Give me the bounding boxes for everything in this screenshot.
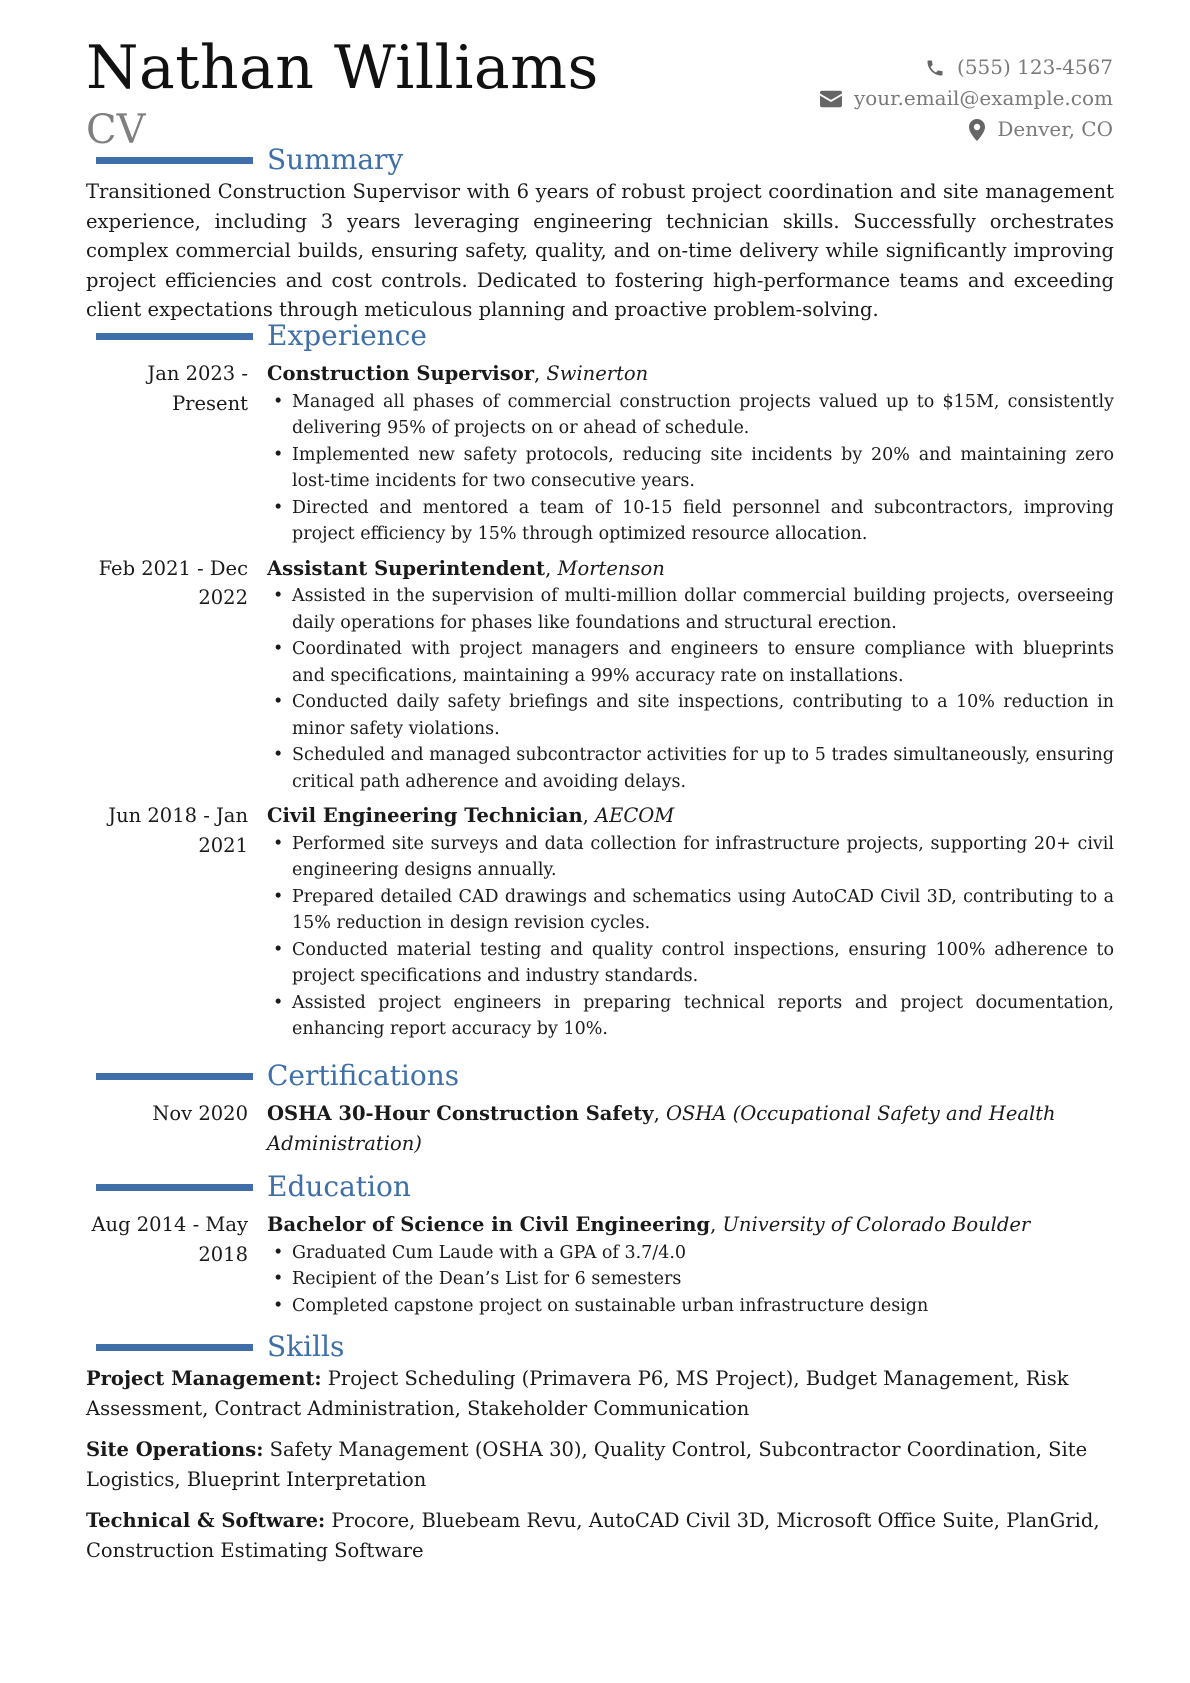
entry-date: Feb 2021 - Dec 2022 [98,556,248,609]
education-entry [86,1210,1114,1319]
section-accent-bar [96,333,253,340]
section-accent-bar [96,157,253,164]
document-subtitle: CV [86,107,146,153]
bullet-item: • Implemented new safety protocols, reducing site incidents by 20% and maintaining zero lost-time incidents for two consecutive years. [267,442,1114,495]
job-title: Assistant Superintendent [267,556,546,580]
section-title-education: Education [267,1170,411,1203]
envelope-icon [820,90,842,108]
bullet-list [267,1240,1114,1320]
certification-issuer: OSHA (Occupational Safety and Health Administration) [267,1102,1056,1155]
section-header [86,1330,1114,1364]
degree: Bachelor of Science in Civil Engineering [267,1213,711,1236]
skill-group-label: Site Operations: [86,1438,264,1461]
skill-group-items: Safety Management (OSHA 30), Quality Control, Subcontractor Coordination, Site Logistics, Blueprint Interpretation [86,1438,1088,1491]
bullet-item: • Completed capstone project on sustainable urban infrastructure design [267,1293,1114,1320]
bullet-list [267,583,1114,795]
map-pin-icon [969,119,985,141]
bullet-item: • Conducted material testing and quality control inspections, ensuring 100% adherence to project specifications and industry standards. [267,937,1114,990]
certification-name: OSHA 30-Hour Construction Safety [267,1102,654,1125]
bullet-item: • Performed site surveys and data collection for infrastructure projects, supporting 20+ civil engineering designs annually. [267,831,1114,884]
bullet-item: • Graduated Cum Laude with a GPA of 3.7/4.0 [267,1240,1114,1267]
section-accent-bar [96,1184,253,1191]
phone-text[interactable]: (555) 123-4567 [957,55,1113,79]
phone-icon [925,58,945,78]
employer: Mortenson [557,556,665,580]
skill-group-label: Project Management: [86,1367,322,1390]
skill-group [86,1435,1114,1494]
bullet-item: • Directed and mentored a team of 10-15 field personnel and subcontractors, improving project efficiency by 15% through optimized resource allocation. [267,495,1114,548]
entry-heading: OSHA 30-Hour Construction Safety, OSHA (Occupational Safety and Health Administration) [267,1102,1056,1155]
skill-group [86,1364,1114,1423]
section-title-skills: Skills [267,1330,345,1363]
entry-heading: Assistant Superintendent, Mortenson [267,556,665,580]
section-title-summary: Summary [267,143,404,176]
bullet-item: • Scheduled and managed subcontractor activities for up to 5 trades simultaneously, ensuring critical path adherence and avoiding delays. [267,742,1114,795]
entry-heading: Bachelor of Science in Civil Engineering, University of Colorado Boulder [267,1213,1031,1236]
summary-section [86,143,1114,325]
location-text: Denver, CO [997,117,1113,141]
entry-date: Jan 2023 - Present [147,362,248,415]
entry-date: Nov 2020 [152,1102,248,1125]
contact-location [820,114,1113,145]
employer: AECOM [595,804,675,827]
candidate-name: Nathan Williams [86,33,599,103]
skills-section [86,1330,1114,1565]
bullet-item: • Recipient of the Dean’s List for 6 semesters [267,1266,1114,1293]
entry-date: Aug 2014 - May 2018 [91,1213,248,1266]
experience-entry [86,554,1114,796]
entry-heading: Civil Engineering Technician, AECOM [267,804,675,827]
section-header [86,319,1114,353]
email-link[interactable]: your.email@example.com [853,86,1113,110]
bullet-item: • Managed all phases of commercial construction projects valued up to $15M, consistently delivering 95% of projects on or ahead of schedule. [267,389,1114,442]
certifications-section [86,1059,1114,1158]
section-header [86,143,1114,177]
job-title: Construction Supervisor [267,362,534,385]
job-title: Civil Engineering Technician [267,804,583,827]
section-accent-bar [96,1073,253,1080]
experience-section [86,319,1114,1043]
bullet-item: • Coordinated with project managers and engineers to ensure compliance with blueprints and specifications, maintaining a 99% accuracy rate on installations. [267,636,1114,689]
skill-group-items: Procore, Bluebeam Revu, AutoCAD Civil 3D, Microsoft Office Suite, PlanGrid, Construction Estimating Software [86,1509,1100,1562]
section-accent-bar [96,1344,253,1351]
bullet-list [267,389,1114,548]
employer: Swinerton [546,362,649,385]
entry-date: Jun 2018 - Jan 2021 [108,804,248,857]
section-title-experience: Experience [267,319,427,352]
section-header [86,1059,1114,1093]
bullet-item: • Assisted in the supervision of multi-million dollar commercial building projects, overseeing daily operations for phases like foundations and structural erection. [267,583,1114,636]
education-section [86,1170,1114,1319]
summary-text: Transitioned Construction Supervisor with 6 years of robust project coordination and site management experience, including 3 years leveraging engineering technician skills. Successfully orchestrates complex commercial builds, ensuring safety, quality, and on-time delivery while significantly improving project efficiencies and cost controls. Dedicated to fostering high-performance teams and exceeding client expectations through meticulous planning and proactive problem-solving. [86,180,1114,321]
contact-phone [820,52,1113,83]
skill-group-items: Project Scheduling (Primavera P6, MS Project), Budget Management, Risk Assessment, Contract Administration, Stakeholder Communication [86,1367,1069,1420]
bullet-item: • Assisted project engineers in preparing technical reports and project documentation, enhancing report accuracy by 10%. [267,990,1114,1043]
contact-block [820,52,1113,145]
bullet-item: • Conducted daily safety briefings and site inspections, contributing to a 10% reduction in minor safety violations. [267,689,1114,742]
section-header [86,1170,1114,1204]
bullet-item: • Prepared detailed CAD drawings and schematics using AutoCAD Civil 3D, contributing to a 15% reduction in design revision cycles. [267,884,1114,937]
skill-group [86,1506,1114,1565]
skill-group-label: Technical & Software: [86,1509,326,1532]
section-title-certifications: Certifications [267,1059,460,1092]
contact-email [820,83,1113,114]
entry-heading: Construction Supervisor, Swinerton [267,362,649,385]
school: University of Colorado Boulder [722,1213,1031,1236]
certification-entry [86,1099,1114,1158]
experience-entry [86,359,1114,548]
experience-entry [86,801,1114,1043]
bullet-list [267,831,1114,1043]
